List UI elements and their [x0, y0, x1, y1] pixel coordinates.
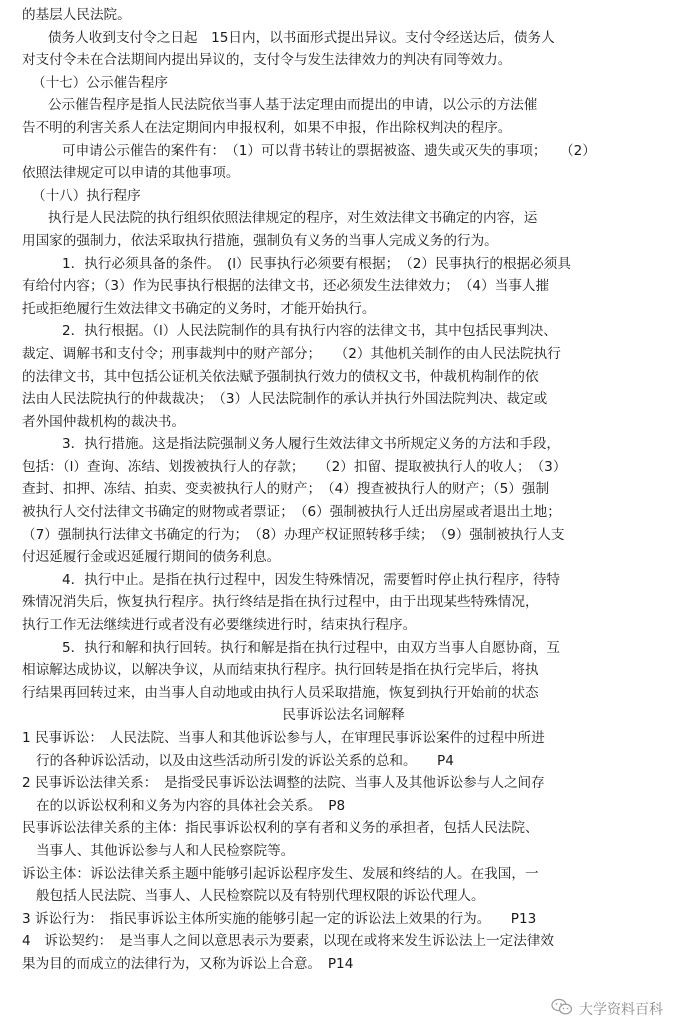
- text-line: 4．执行中止。是指在执行过程中，因发生特殊情况，需要暂时停止执行程序，待特: [62, 571, 561, 588]
- text-line: 付迟延履行金或迟延履行期间的债务利息。: [22, 549, 281, 566]
- text-line: 5．执行和解和执行回转。执行和解是指在执行过程中，由双方当事人自愿协商，互: [62, 639, 561, 656]
- text-line: 对支付令未在合法期间内提出异议的，支付令与发生法律效力的判决有同等效力。: [22, 52, 512, 69]
- text-line: 殊情况消失后，恢复执行程序。执行终结是指在执行过程中，由于出现某些特殊情况，: [22, 594, 539, 611]
- text-line: 的法律文书，其中包括公证机关依法赋予强制执行效力的债权文书，仲裁机构制作的依: [22, 368, 539, 385]
- text-line: 民事诉讼法律关系的主体：指民事诉讼权利的享有者和义务的承担者，包括人民法院、: [22, 820, 539, 837]
- text-line: 包括：（l）查询、冻结、划拨被执行人的存款； （2）扣留、提取被执行人的收人； （3）: [22, 458, 567, 475]
- text-line: 公示催告程序是指人民法院依当事人基于法定理由而提出的申请，以公示的方法催: [48, 97, 538, 114]
- section-heading: 民事诉讼法名词解释: [282, 707, 405, 724]
- text-line: 4 诉讼契约： 是当事人之间以意思表示为要素，以现在或将来发生诉讼法上一定法律效: [22, 933, 555, 950]
- text-line: 查封、扣押、冻结、拍卖、变卖被执行人的财产； （4）搜查被执行人的财产；（5）强制: [22, 481, 550, 498]
- wechat-icon: [551, 998, 573, 1020]
- text-line: 依照法律规定可以申请的其他事项。: [22, 165, 240, 182]
- text-line: 诉讼主体：诉讼法律关系主题中能够引起诉讼程序发生、发展和终结的人。在我国，一: [22, 865, 539, 882]
- text-line: 1．执行必须具备的条件。 (l）民事执行必须要有根据； （2）民事执行的根据必须具: [62, 255, 571, 272]
- text-line: 被执行人交付法律文书确定的财物或者票证； （6）强制被执行人迁出房屋或者退出土地；: [22, 504, 561, 521]
- text-line: （十七）公示催告程序: [32, 74, 168, 91]
- text-line: 2．执行根据。（l）人民法院制作的具有执行内容的法律文书，其中包括民事判决、: [62, 323, 557, 340]
- text-line: （十八）执行程序: [32, 187, 141, 204]
- text-line: 有给付内容；（3）作为民事执行根据的法律文书，还必须发生法律效力； （4）当事人摧: [22, 278, 550, 295]
- text-line: 在的以诉讼权利和义务为内容的具体社会关系。 P8: [36, 797, 346, 814]
- text-line: 的基层人民法院。: [22, 7, 131, 23]
- text-line: 可申请公示催告的案件有： （1）可以背书转让的票据被盗、遗失或灭失的事项； （2）: [62, 142, 596, 159]
- text-line: 法由人民法院执行的仲裁裁决； （3）人民法院制作的承认并执行外国法院判决、裁定或: [22, 391, 548, 408]
- text-line: 般包括人民法院、当事人、人民检察院以及有特别代理权限的诉讼代理人。: [36, 888, 485, 905]
- text-line: 3 诉讼行为： 指民事诉讼主体所实施的能够引起一定的诉讼法上效果的行为。 P13: [22, 910, 537, 927]
- text-line: 执行是人民法院的执行组织依照法律规定的程序，对生效法律文书确定的内容，运: [48, 210, 538, 227]
- text-line: 相谅解达成协议，以解决争议，从而结束执行程序。执行回转是指在执行完毕后，将执: [22, 662, 539, 679]
- text-line: 执行工作无法继续进行或者没有必要继续进行时，结束执行程序。: [22, 617, 417, 634]
- text-line: 2 民事诉讼法律关系： 是指受民事诉讼法调整的法院、当事人及其他诉讼参与人之间存: [22, 775, 545, 792]
- document-body: [22, 4, 665, 976]
- text-line: 行结果再回转过来，由当事人自动地或由执行人员采取措施，恢复到执行开始前的状态: [22, 684, 539, 701]
- text-line: （7）强制执行法律文书确定的行为； （8）办理产权证照转移手续； （9）强制被执行人支: [22, 526, 565, 543]
- text-line: 债务人收到支付令之日起 15日内，以书面形式提出异议。支付令经送达后，债务人: [48, 29, 555, 46]
- text-line: 托或拒绝履行生效法律文书确定的义务时，才能开始执行。: [22, 300, 376, 317]
- text-line: 告不明的利害关系人在法定期间内申报权利，如果不申报，作出除权判决的程序。: [22, 119, 512, 136]
- watermark-text: 大学资料百科: [579, 1002, 663, 1018]
- watermark: [551, 998, 663, 1020]
- text-line: 果为目的而成立的法律行为，又称为诉讼上合意。 P14: [22, 955, 354, 972]
- text-line: 1 民事诉讼： 人民法院、当事人和其他诉讼参与人，在审理民事诉讼案件的过程中所进: [22, 730, 545, 746]
- text-line: 当事人、其他诉讼参与人和人民检察院等。: [36, 842, 295, 859]
- text-line: 者外国仲裁机构的裁决书。: [22, 413, 186, 430]
- text-line: 裁定、调解书和支付令；刑事裁判中的财产部分； （2）其他机关制作的由人民法院执行: [22, 345, 561, 362]
- text-line: 用国家的强制力，依法采取执行措施，强制负有义务的当事人完成义务的行为。: [22, 232, 498, 249]
- text-line: 3．执行措施。这是指法院强制义务人履行生效法律文书所规定义务的方法和手段，: [62, 436, 561, 453]
- text-line: 行的各种诉讼活动，以及由这些活动所引发的诉讼关系的总和。 P4: [36, 752, 454, 769]
